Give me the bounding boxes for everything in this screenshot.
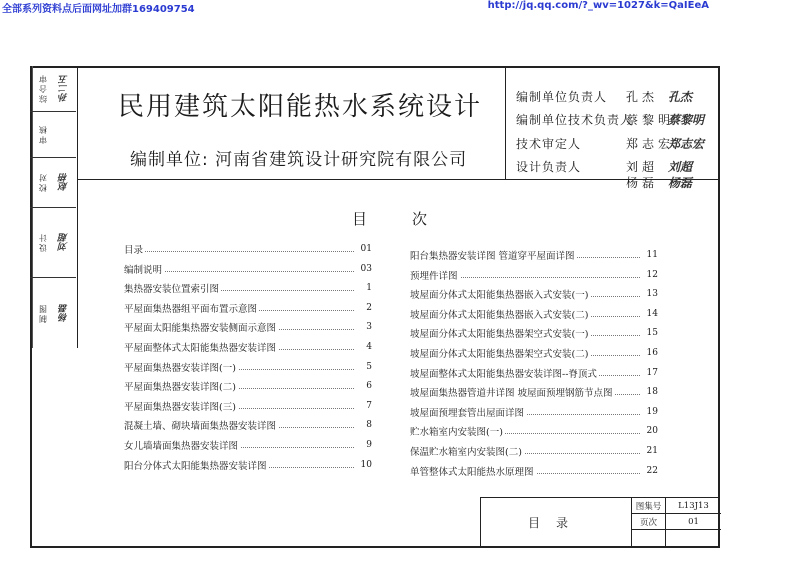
- responsibility-signature: 郑志宏: [668, 137, 705, 151]
- toc-entry-page: 12: [642, 270, 658, 280]
- responsibility-person: 刘超: [626, 160, 659, 174]
- top-banner: [0, 0, 793, 14]
- signoff-label: 审核: [32, 112, 53, 157]
- signoff-signature: 刘超: [59, 233, 70, 252]
- toc-entry-title: 阳台分体式太阳能集热器安装详图: [124, 458, 269, 472]
- toc-entry-title: 坡屋面分体式太阳能集热器嵌入式安装(二): [410, 307, 590, 321]
- toc-entry: [410, 326, 658, 342]
- toc-entry-page: 4: [356, 342, 372, 352]
- toc-entry: [410, 268, 658, 284]
- signoff-column: [30, 66, 78, 348]
- toc-entry-title: 平屋面整体式太阳能集热器安装详图: [124, 340, 278, 354]
- signoff-cell-audit: [30, 112, 76, 158]
- toc-entry-title: 集热器安装位置索引图: [124, 281, 221, 295]
- signoff-label: 制图: [32, 278, 53, 348]
- responsibility-role: 编制单位技术负责人: [516, 113, 634, 127]
- toc-entry: [410, 424, 658, 440]
- responsibility-role: 技术审定人: [516, 137, 582, 151]
- atlas-number-label: 图集号: [632, 498, 666, 514]
- toc-entry-page: 19: [642, 407, 658, 417]
- toc-entry-title: 坡屋面分体式太阳能集热器架空式安装(二): [410, 346, 590, 360]
- responsibility-person: 蔡黎明: [626, 113, 675, 127]
- toc-entry-page: 21: [642, 446, 658, 456]
- toc-entry: [124, 301, 372, 317]
- toc-entry-title: 坡屋面分体式太阳能集热器架空式安装(一): [410, 326, 590, 340]
- toc-entry-page: 11: [642, 250, 658, 260]
- toc-entry: [410, 307, 658, 323]
- toc-entry-title: 保温贮水箱室内安装图(二): [410, 444, 524, 458]
- responsibility-signature: 蔡黎明: [668, 113, 705, 127]
- toc-entry-page: 3: [356, 322, 372, 332]
- toc-entry: [124, 379, 372, 395]
- toc-entry-page: 17: [642, 368, 658, 378]
- toc-entry: [124, 458, 372, 474]
- toc-entry-title: 平屋面太阳能集热器安装侧面示意图: [124, 320, 278, 334]
- toc-entry-page: 6: [356, 381, 372, 391]
- toc-entry: [410, 248, 658, 264]
- main-title: 民用建筑太阳能热水系统设计: [118, 92, 483, 122]
- responsibility-person: 孔杰: [626, 90, 659, 104]
- toc-entry: [410, 464, 658, 480]
- signoff-signature: 杨磊: [59, 304, 70, 322]
- toc-entry-title: 混凝土墙、砌块墙面集热器安装详图: [124, 418, 278, 432]
- signoff-signature: 孙二五: [59, 75, 70, 102]
- toc-entry-page: 15: [642, 328, 658, 338]
- toc-entry: [124, 320, 372, 336]
- toc-leader-dots: [124, 251, 354, 252]
- toc-entry-page: 20: [642, 426, 658, 436]
- toc-entry: [124, 340, 372, 356]
- signoff-label: 综合审: [32, 66, 53, 111]
- toc-entry-title: 平屋面集热器安装详图(三): [124, 399, 238, 413]
- toc-entry: [124, 360, 372, 376]
- signoff-cell-review: [30, 66, 76, 112]
- responsibility-signature: 杨磊: [668, 176, 693, 190]
- signoff-cell-check: [30, 158, 76, 208]
- toc-entry: [410, 346, 658, 362]
- toc-entry: [410, 444, 658, 460]
- responsibility-person: 郑志宏: [626, 137, 675, 151]
- toc-entry-title: 女儿墙墙面集热器安装详图: [124, 438, 240, 452]
- toc-entry-page: 16: [642, 348, 658, 358]
- toc-entry-title: 阳台集热器安装详图 管道穿平屋面详图: [410, 248, 577, 262]
- responsibility-role: 设计负责人: [516, 160, 582, 174]
- toc-entry-page: 5: [356, 362, 372, 372]
- toc-entry-page: 9: [356, 440, 372, 450]
- page-number-value: 01: [666, 514, 721, 530]
- toc-entry-page: 01: [356, 244, 372, 254]
- toc-entry-title: 目录: [124, 242, 145, 256]
- toc-entry-page: 8: [356, 420, 372, 430]
- toc-entry-title: 坡屋面整体式太阳能集热器安装详图--脊顶式: [410, 366, 599, 380]
- toc-entry-page: 13: [642, 289, 658, 299]
- toc-entry: [124, 281, 372, 297]
- signoff-cell-drawing: [30, 278, 76, 348]
- organization-line: 编制单位: 河南省建筑设计研究院有限公司: [130, 150, 468, 170]
- toc-entry-title: 平屋面集热器组平面布置示意图: [124, 301, 259, 315]
- page-number-label: 页次: [632, 514, 666, 530]
- banner-left-text: 全部系列资料点后面网址加群169409754: [2, 4, 195, 15]
- toc-entry-page: 2: [356, 303, 372, 313]
- responsibility-person: 杨磊: [626, 176, 659, 190]
- toc-entry-title: 预埋件详图: [410, 268, 460, 282]
- toc-entry-page: 18: [642, 387, 658, 397]
- toc-entry-title: 坡屋面预埋套管出屋面详图: [410, 405, 526, 419]
- toc-entry-page: 1: [356, 283, 372, 293]
- responsibility-signature: 孔杰: [668, 90, 693, 104]
- toc-entry-page: 7: [356, 401, 372, 411]
- toc-entry: [124, 399, 372, 415]
- responsibility-role: 编制单位负责人: [516, 90, 608, 104]
- signoff-label: 设计: [32, 208, 53, 277]
- banner-url-text: http://jq.qq.com/?_wv=1027&k=QaIEeA: [487, 0, 709, 11]
- signoff-signature: 赵梧: [59, 173, 70, 192]
- toc-entry: [410, 405, 658, 421]
- toc-entry-title: 平屋面集热器安装详图(二): [124, 379, 238, 393]
- signoff-signature: [54, 112, 74, 157]
- signoff-label: 校对: [32, 158, 53, 207]
- toc-entry: [410, 385, 658, 401]
- responsibility-signature: 刘超: [668, 160, 693, 174]
- toc-entry-page: 22: [642, 466, 658, 476]
- toc-entry-page: 10: [356, 460, 372, 470]
- signoff-cell-design: [30, 208, 76, 278]
- toc-entry-title: 平屋面集热器安装详图(一): [124, 360, 238, 374]
- toc-entry-page: 14: [642, 309, 658, 319]
- toc-heading-left: 目: [352, 210, 372, 228]
- toc-entry: [124, 262, 372, 278]
- toc-heading-right: 次: [412, 210, 432, 228]
- title-block-empty-cell: [632, 530, 666, 546]
- toc-entry-title: 编制说明: [124, 262, 164, 276]
- title-block: [480, 497, 720, 548]
- title-block-name: 目录: [481, 498, 632, 547]
- toc-entry-title: 坡屋面集热器管道井详图 坡屋面预埋钢筋节点图: [410, 385, 615, 399]
- toc-entry: [410, 366, 658, 382]
- toc-entry: [410, 287, 658, 303]
- toc-entry-page: 03: [356, 264, 372, 274]
- toc-entry-title: 单管整体式太阳能热水原理图: [410, 464, 536, 478]
- toc-entry: [124, 418, 372, 434]
- toc-entry-title: 坡屋面分体式太阳能集热器嵌入式安装(一): [410, 287, 590, 301]
- toc-entry: [124, 242, 372, 258]
- atlas-number-value: L13J13: [666, 498, 721, 514]
- toc-entry-title: 贮水箱室内安装图(一): [410, 424, 505, 438]
- toc-entry: [124, 438, 372, 454]
